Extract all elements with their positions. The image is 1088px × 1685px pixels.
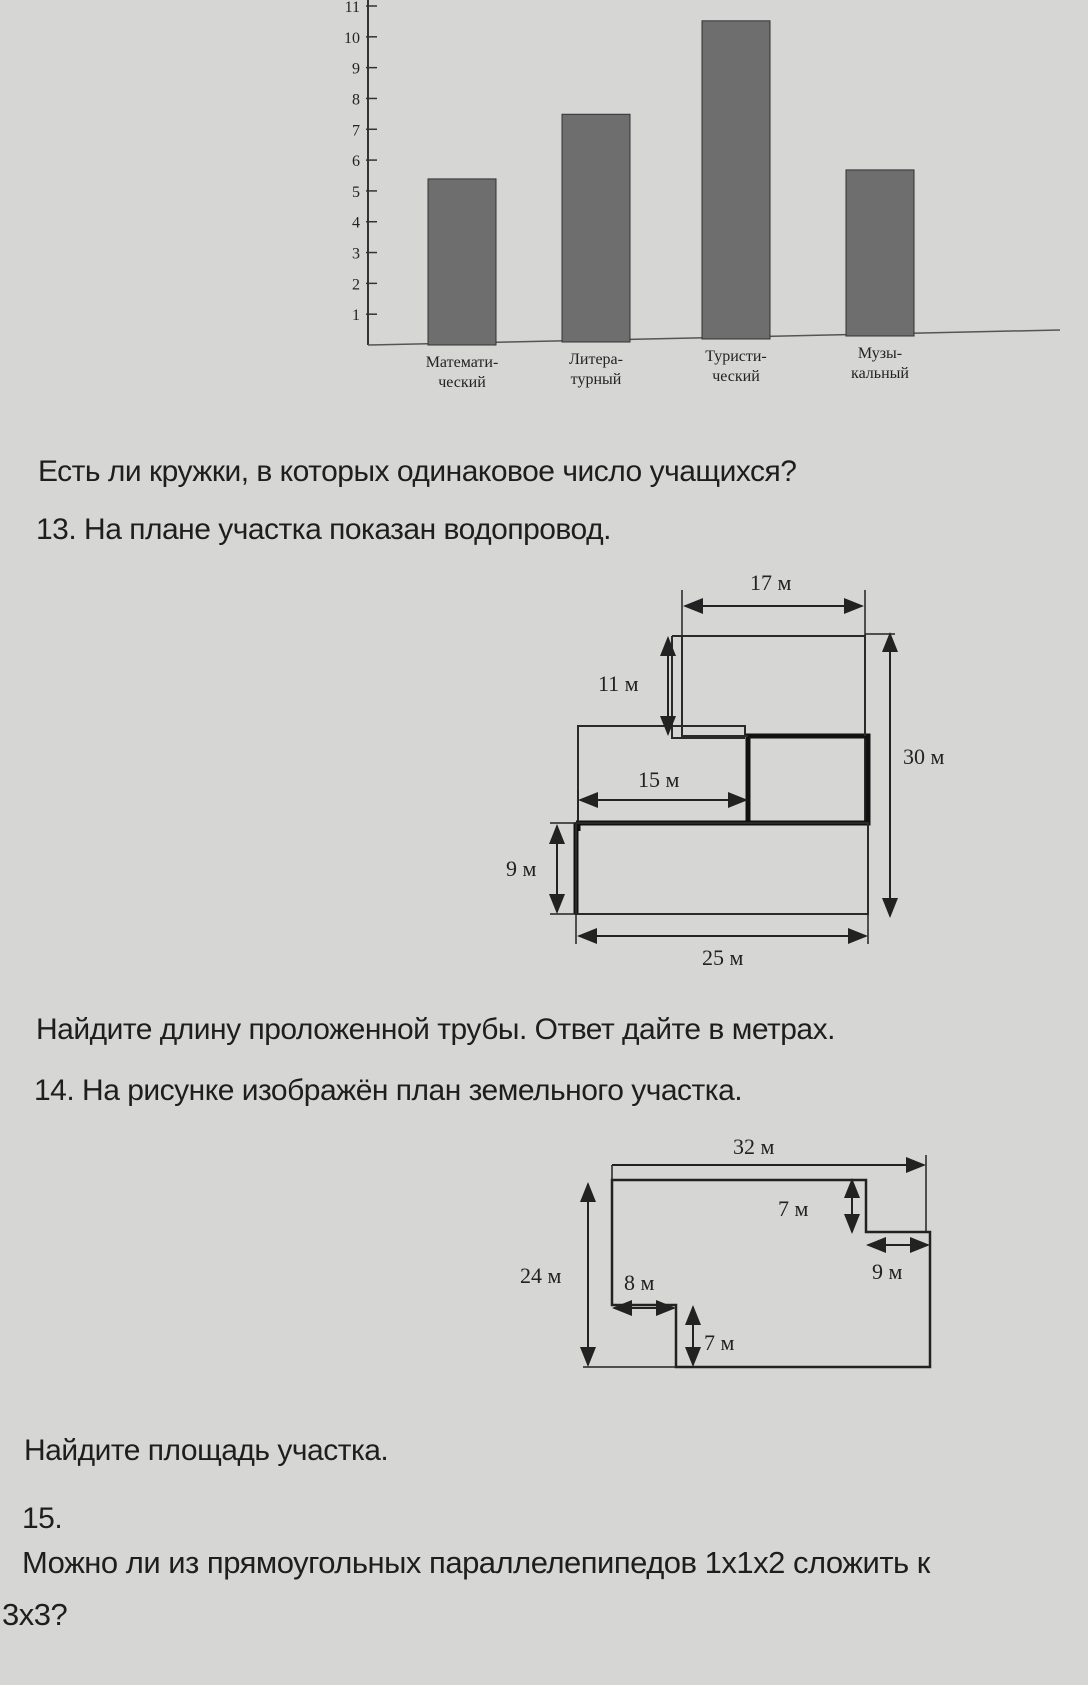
bar — [846, 170, 914, 336]
q12-question: Есть ли кружки, в которых одинаковое число учащихся? — [38, 455, 797, 488]
pipe-plan-figure — [0, 560, 1088, 1000]
y-tick-label: 4 — [352, 214, 360, 232]
y-tick-label: 1 — [352, 307, 360, 325]
dim-11-label: 11 м — [598, 671, 639, 696]
y-tick-label: 5 — [352, 183, 360, 201]
upper-plot — [682, 636, 865, 736]
category-label: кальный — [851, 365, 909, 382]
dim-7-bottom-label: 7 м — [704, 1330, 735, 1355]
dim-25-label: 25 м — [702, 945, 744, 970]
category-label: ческий — [712, 368, 760, 385]
dim-32-label: 32 м — [733, 1134, 775, 1159]
dim-30-label: 30 м — [903, 744, 945, 769]
category-label: ческий — [438, 374, 486, 391]
category-label: Музы- — [857, 345, 903, 362]
lower-plot — [576, 823, 868, 914]
dim-15-label: 15 м — [638, 767, 680, 792]
dim-17-label: 17 м — [750, 570, 792, 595]
dim-9m-label: 9 м — [872, 1259, 903, 1284]
category-label: турный — [570, 371, 622, 388]
club-bar-chart — [0, 0, 1088, 420]
q13-task: Найдите длину проложенной трубы. Ответ дайте в метрах. — [36, 1013, 835, 1046]
category-label: Туристи- — [705, 348, 767, 365]
pipe-thick-route — [576, 736, 868, 914]
y-tick-label: 3 — [352, 245, 360, 263]
bar — [702, 21, 770, 339]
q14-task: Найдите площадь участка. — [24, 1434, 389, 1467]
y-tick-label: 8 — [352, 91, 360, 109]
q15-line1: Можно ли из прямоугольных параллелепипедов 1х1х2 сложить к — [22, 1545, 930, 1580]
dim-8-label: 8 м — [624, 1270, 655, 1295]
bar — [562, 114, 630, 342]
y-tick-label: 7 — [352, 122, 360, 140]
category-label: Литера- — [569, 351, 623, 368]
y-tick-label: 6 — [352, 153, 360, 171]
category-label: Математи- — [425, 354, 499, 371]
q14-title: 14. На рисунке изображён план земельного участка. — [34, 1074, 743, 1107]
land-plot-figure — [0, 1120, 1088, 1420]
y-tick-label: 9 — [352, 60, 360, 78]
q15-number: 15. — [22, 1502, 63, 1535]
dim-9-label: 9 м — [506, 856, 537, 881]
dim-7-top-label: 7 м — [778, 1196, 809, 1221]
plot-outline — [578, 636, 865, 822]
bar — [428, 179, 496, 345]
q15-line2: 3х3? — [2, 1597, 68, 1632]
dim-24-label: 24 м — [520, 1263, 562, 1288]
y-tick-label: 11 — [344, 0, 360, 16]
q13-title: 13. На плане участка показан водопровод. — [36, 513, 611, 546]
y-tick-label: 2 — [352, 276, 360, 294]
y-tick-label: 10 — [344, 29, 360, 47]
